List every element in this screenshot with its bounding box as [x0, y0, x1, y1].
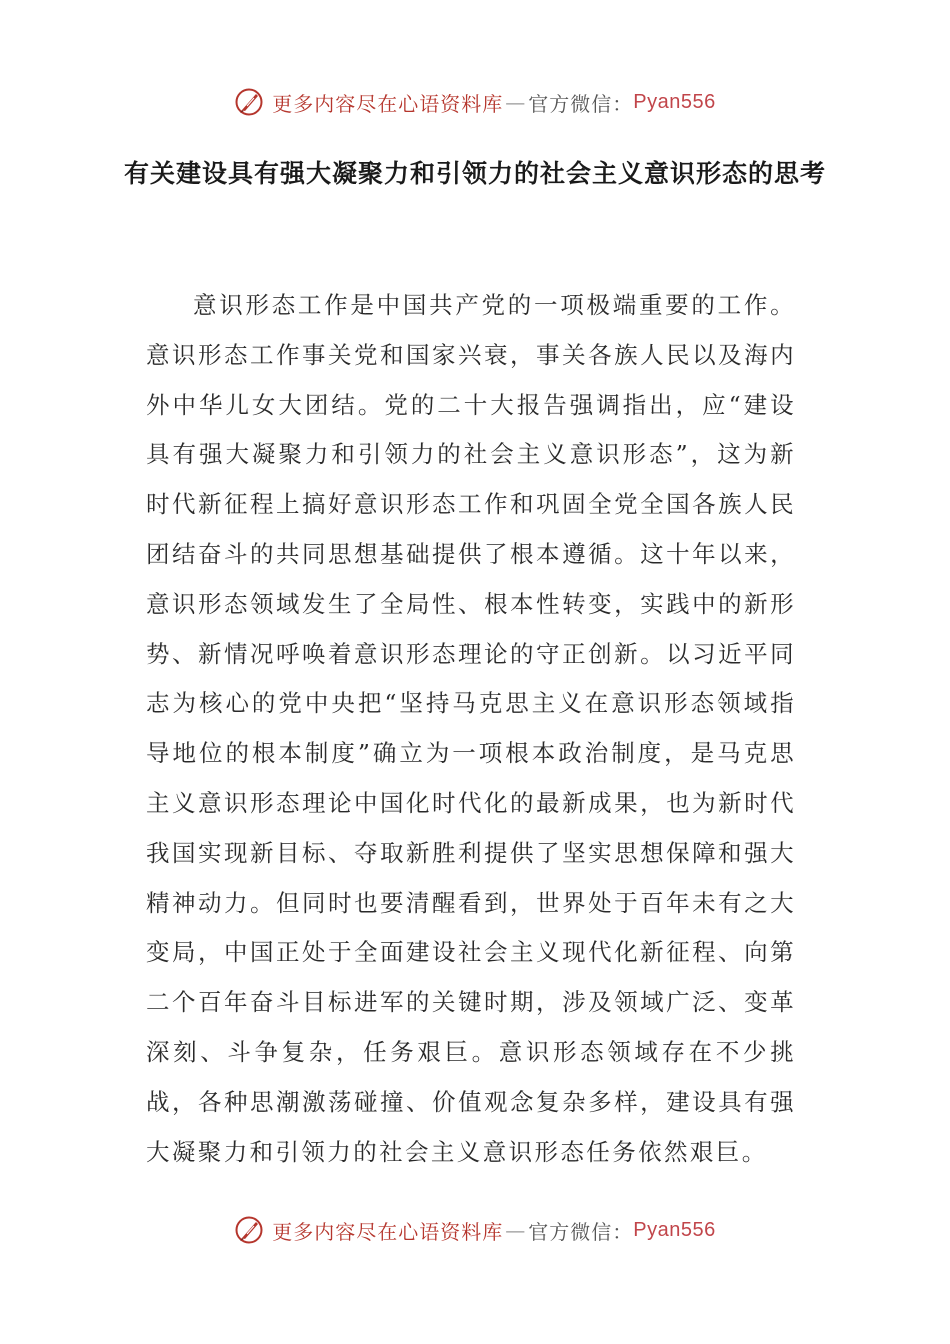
quill-pen-icon: [234, 87, 264, 117]
banner-main-text: 更多内容尽在心语资料库: [272, 91, 504, 116]
footer-banner: [0, 1210, 950, 1250]
document-title: 有关建设具有强大凝聚力和引领力的社会主义意识形态的思考: [123, 159, 826, 188]
document-body-paragraph: 意识形态工作是中国共产党的一项极端重要的工作。意识形态工作事关党和国家兴衰，事关各族人民以及海内外中华儿女大团结。党的二十大报告强调指出，应“建设具有强大凝聚力和引领力的社会主义意识形态”，这为新时代新征程上搞好意识形态工作和巩固全党全国各族人民团结奋斗的共同思想基础提供了根本遵循。这十年以来，意识形态领域发生了全局性、根本性转变，实践中的新形势、新情况呼唤着意识形态理论的守正创新。以习近平同志为核心的党中央把“坚持马克思主义在意识形态领域指导地位的根本制度”确立为一项根本政治制度，是马克思主义意识形态理论中国化时代化的最新成果，也为新时代我国实现新目标、夺取新胜利提供了坚实思想保障和强大精神动力。但同时也要清醒看到，世界处于百年未有之大变局，中国正处于全面建设社会主义现代化新征程、向第二个百年奋斗目标进军的关键时期，涉及领域广泛、变革深刻、斗争复杂，任务艰巨。意识形态领域存在不少挑战，各种思潮激荡碰撞、价值观念复杂多样，建设具有强大凝聚力和引领力的社会主义意识形态任务依然艰巨。: [146, 291, 796, 1166]
banner-separator: —: [505, 90, 527, 114]
quill-pen-icon: [234, 1215, 264, 1245]
header-banner: [0, 82, 950, 122]
banner-wechat-id: Pyan556: [633, 1218, 716, 1241]
banner-main-text: 更多内容尽在心语资料库: [272, 1219, 504, 1244]
banner-official-label: 官方微信：: [528, 1219, 634, 1244]
banner-separator: —: [505, 1218, 527, 1242]
banner-official-label: 官方微信：: [528, 91, 634, 116]
banner-wechat-id: Pyan556: [633, 90, 716, 113]
